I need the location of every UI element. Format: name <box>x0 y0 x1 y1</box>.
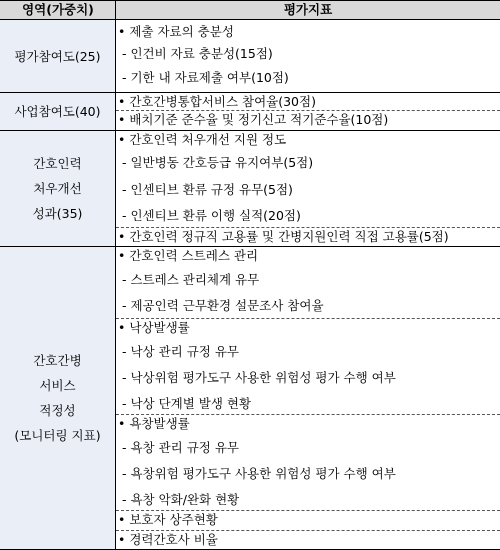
area-label: 평가참여도(25) <box>14 48 101 64</box>
indicator-subitem: - 인센티브 환류 규정 유무(5점) <box>122 182 293 197</box>
indicator-subitem: - 일반병동 간호등급 유지여부(5점) <box>122 155 314 170</box>
area-label: 적정성 <box>39 403 76 418</box>
area-label: 사업참여도(40) <box>14 103 101 119</box>
indicator-subitem: - 기한 내 자료제출 여부(10점) <box>122 70 289 85</box>
indicator-item: • 보호자 상주현황 <box>118 512 218 527</box>
area-label: 성과(35) <box>32 205 83 221</box>
row-divider <box>0 130 500 131</box>
indicator-item: • 간호인력 처우개선 지원 정도 <box>118 132 287 147</box>
area-cell-nursing-staff <box>0 130 115 246</box>
indicator-item: • 간호인력 정규직 고용률 및 간병지원인력 직접 고용률(5점) <box>118 229 449 244</box>
area-cell-service-quality <box>0 246 115 550</box>
indicator-item: • 배치기준 준수율 및 정기신고 적기준수율(10점) <box>118 112 389 127</box>
area-label: 처우개선 <box>33 180 82 196</box>
row-divider <box>0 246 500 247</box>
indicator-subitem: - 낙상위험 평가도구 사용한 위험성 평가 수행 여부 <box>122 370 396 385</box>
indicator-item: • 간호인력 스트레스 관리 <box>118 248 259 263</box>
indicator-item: • 욕창발생률 <box>118 416 190 431</box>
row-subdivider <box>116 510 500 511</box>
header-area: 영역(가중치) <box>22 2 94 17</box>
table-header <box>0 0 500 20</box>
indicator-item: • 경력간호사 비율 <box>118 532 218 547</box>
area-label: 서비스 <box>39 378 76 393</box>
area-label: (모니터링 지표) <box>14 428 101 443</box>
indicator-item: • 제출 자료의 충분성 <box>118 24 234 39</box>
row-subdivider <box>116 318 500 319</box>
header-indicators: 평가지표 <box>283 2 333 17</box>
indicator-subitem: - 제공인력 근무환경 설문조사 참여율 <box>122 298 324 313</box>
row-subdivider <box>116 530 500 531</box>
indicator-subitem: - 인센티브 환류 이행 실적(20점) <box>122 208 301 223</box>
indicator-subitem: - 스트레스 관리체계 유무 <box>122 272 260 287</box>
row-subdivider <box>116 110 500 111</box>
area-cell-participation <box>0 20 115 92</box>
area-label: 간호인력 <box>33 155 82 171</box>
indicator-subitem: - 낙상 단계별 발생 현황 <box>122 396 252 411</box>
indicator-item: • 낙상발생률 <box>118 320 190 335</box>
area-label: 간호간병 <box>33 353 82 368</box>
indicator-subitem: - 낙상 관리 규정 유무 <box>122 344 240 359</box>
indicator-item: • 간호간병통합서비스 참여율(30점) <box>118 94 316 109</box>
row-subdivider <box>116 227 500 228</box>
area-cell-project <box>0 92 115 130</box>
row-divider <box>0 92 500 93</box>
indicator-subitem: - 욕창위험 평가도구 사용한 위험성 평가 수행 여부 <box>122 466 396 481</box>
column-divider <box>115 0 116 550</box>
indicator-subitem: - 욕창 악화/완화 현황 <box>122 492 240 507</box>
row-subdivider <box>116 414 500 415</box>
indicator-subitem: - 욕창 관리 규정 유무 <box>122 440 240 455</box>
indicator-subitem: - 인건비 자료 충분성(15점) <box>122 46 273 61</box>
